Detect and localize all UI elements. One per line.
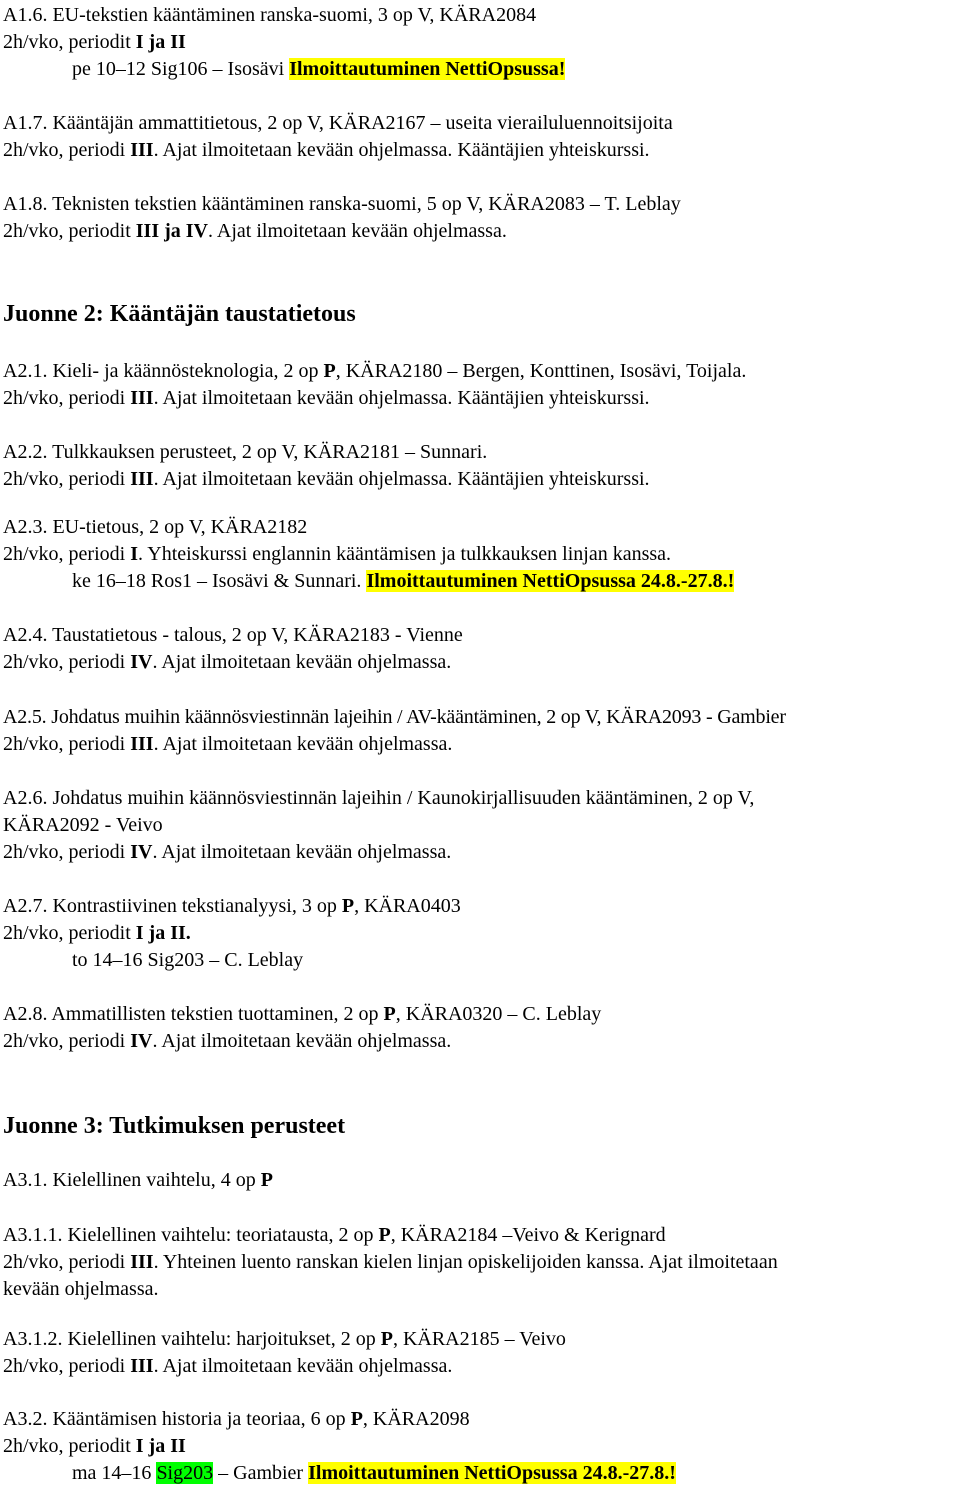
course-schedule bbox=[3, 839, 451, 866]
section-heading-text: Juonne 2: Kääntäjän taustatietous bbox=[3, 301, 356, 327]
registration-highlight: Ilmoittautuminen NettiOpsussa 24.8.-27.8.! bbox=[308, 1462, 676, 1484]
course-title bbox=[3, 1406, 470, 1433]
schedule-text: 2h/vko, periodi bbox=[3, 651, 131, 673]
schedule-note: . Ajat ilmoitetaan kevään ohjelmassa. bbox=[152, 841, 452, 863]
course-type-label: P bbox=[260, 1169, 273, 1191]
course-schedule bbox=[3, 1353, 452, 1380]
period-label: I bbox=[130, 543, 139, 565]
schedule-text: 2h/vko, periodi bbox=[3, 841, 131, 863]
course-title-text: A2.8. Ammatillisten tekstien tuottaminen, 2 op bbox=[3, 1003, 384, 1025]
course-title-rest: , KÄRA2180 – Bergen, Konttinen, Isosävi, Toijala. bbox=[335, 360, 747, 382]
period-label: III bbox=[130, 468, 154, 490]
registration-highlight: Ilmoittautuminen NettiOpsussa! bbox=[289, 58, 566, 80]
course-title bbox=[3, 1222, 666, 1249]
period-label: I ja II. bbox=[135, 922, 191, 944]
schedule-text: 2h/vko, periodit bbox=[3, 922, 136, 944]
period-label: IV bbox=[130, 651, 153, 673]
course-schedule bbox=[3, 218, 507, 245]
schedule-text: 2h/vko, periodi bbox=[3, 733, 131, 755]
course-schedule bbox=[3, 920, 191, 947]
course-type-label: P bbox=[350, 1408, 363, 1430]
course-title-continued bbox=[3, 812, 163, 839]
schedule-note: . Ajat ilmoitetaan kevään ohjelmassa. Kääntäjien yhteiskurssi. bbox=[153, 468, 650, 490]
period-label: III ja IV bbox=[135, 220, 209, 242]
schedule-note: . Ajat ilmoitetaan kevään ohjelmassa. bbox=[153, 1355, 453, 1377]
period-label: III bbox=[130, 1355, 154, 1377]
course-schedule bbox=[3, 1028, 451, 1055]
course-title bbox=[3, 785, 754, 812]
course-time bbox=[72, 568, 734, 595]
period-label: IV bbox=[130, 841, 153, 863]
registration-highlight: Ilmoittautuminen NettiOpsussa 24.8.-27.8.! bbox=[366, 570, 735, 592]
schedule-text: 2h/vko, periodi bbox=[3, 139, 131, 161]
period-label: I ja II bbox=[135, 1435, 186, 1457]
course-type-label: P bbox=[383, 1003, 396, 1025]
room-highlight: Sig203 bbox=[156, 1462, 214, 1484]
course-type-label: P bbox=[378, 1224, 391, 1246]
course-schedule bbox=[3, 1249, 778, 1276]
course-title-text: A3.1. Kielellinen vaihtelu, 4 op bbox=[3, 1169, 261, 1191]
period-label: I ja II bbox=[135, 31, 186, 53]
section-heading bbox=[3, 299, 356, 329]
course-title-text: A2.5. Johdatus muihin käännösviestinnän lajeihin / AV-kääntäminen, 2 op V, KÄRA2093 - Gambier bbox=[3, 706, 786, 728]
course-title-text: A1.6. EU-tekstien kääntäminen ranska-suomi, 3 op V, KÄRA2084 bbox=[3, 4, 537, 26]
course-title bbox=[3, 514, 307, 541]
course-schedule bbox=[3, 385, 650, 412]
schedule-note: . Yhteiskurssi englannin kääntämisen ja tulkkauksen linjan kanssa. bbox=[138, 543, 672, 565]
course-title-rest: , KÄRA2098 bbox=[362, 1408, 470, 1430]
course-title-text: A1.7. Kääntäjän ammattitietous, 2 op V, KÄRA2167 – useita vierailuluennoitsijoita bbox=[3, 112, 673, 134]
course-schedule bbox=[3, 1433, 186, 1460]
period-label: III bbox=[130, 1251, 154, 1273]
schedule-note: . Ajat ilmoitetaan kevään ohjelmassa. bbox=[153, 733, 453, 755]
course-title-rest: , KÄRA0320 – C. Leblay bbox=[395, 1003, 602, 1025]
course-title-text: A3.1.1. Kielellinen vaihtelu: teoriatausta, 2 op bbox=[3, 1224, 379, 1246]
course-schedule bbox=[3, 541, 671, 568]
schedule-text: 2h/vko, periodi bbox=[3, 1030, 131, 1052]
course-schedule-continued bbox=[3, 1276, 159, 1303]
schedule-text: 2h/vko, periodi bbox=[3, 543, 131, 565]
course-title-text: A2.3. EU-tietous, 2 op V, KÄRA2182 bbox=[3, 516, 308, 538]
period-label: III bbox=[130, 387, 154, 409]
time-text: ma 14–16 bbox=[72, 1462, 157, 1484]
period-label: III bbox=[130, 733, 154, 755]
course-title bbox=[3, 1326, 566, 1353]
time-text: ke 16–18 Ros1 – Isosävi & Sunnari. bbox=[72, 570, 367, 592]
schedule-note: . Ajat ilmoitetaan kevään ohjelmassa. Kääntäjien yhteiskurssi. bbox=[153, 387, 650, 409]
course-schedule bbox=[3, 649, 451, 676]
course-type-label: P bbox=[380, 1328, 393, 1350]
course-title-text: A1.8. Teknisten tekstien kääntäminen ranska-suomi, 5 op V, KÄRA2083 – T. Leblay bbox=[3, 193, 681, 215]
period-label: IV bbox=[130, 1030, 153, 1052]
course-title-text: A3.2. Kääntämisen historia ja teoriaa, 6 op bbox=[3, 1408, 351, 1430]
schedule-text: 2h/vko, periodi bbox=[3, 1355, 131, 1377]
course-schedule bbox=[3, 137, 650, 164]
schedule-text: 2h/vko, periodit bbox=[3, 1435, 136, 1457]
schedule-note: . Ajat ilmoitetaan kevään ohjelmassa. Kääntäjien yhteiskurssi. bbox=[153, 139, 650, 161]
course-title-text: A2.1. Kieli- ja käännösteknologia, 2 op bbox=[3, 360, 324, 382]
course-schedule bbox=[3, 731, 452, 758]
course-schedule bbox=[3, 466, 650, 493]
teacher-text: – Gambier bbox=[213, 1462, 309, 1484]
course-time bbox=[72, 1460, 676, 1487]
schedule-note: . Ajat ilmoitetaan kevään ohjelmassa. bbox=[152, 1030, 452, 1052]
course-title bbox=[3, 358, 746, 385]
course-title bbox=[3, 1167, 273, 1194]
course-title-text: A3.1.2. Kielellinen vaihtelu: harjoitukset, 2 op bbox=[3, 1328, 381, 1350]
course-code-text: KÄRA2092 - Veivo bbox=[3, 814, 163, 836]
schedule-note: . Ajat ilmoitetaan kevään ohjelmassa. bbox=[152, 651, 452, 673]
course-title-text: A2.2. Tulkkauksen perusteet, 2 op V, KÄRA2181 – Sunnari. bbox=[3, 441, 488, 463]
period-label: III bbox=[130, 139, 154, 161]
course-title bbox=[3, 622, 463, 649]
course-title-rest: , KÄRA2185 – Veivo bbox=[392, 1328, 566, 1350]
course-title-text: A2.4. Taustatietous - talous, 2 op V, KÄRA2183 - Vienne bbox=[3, 624, 463, 646]
schedule-note: . Yhteinen luento ranskan kielen linjan opiskelijoiden kanssa. Ajat ilmoitetaan bbox=[153, 1251, 778, 1273]
course-time bbox=[72, 947, 303, 974]
course-title bbox=[3, 893, 461, 920]
course-title bbox=[3, 1001, 601, 1028]
schedule-text: 2h/vko, periodi bbox=[3, 468, 131, 490]
course-title-rest: , KÄRA0403 bbox=[354, 895, 461, 917]
schedule-text: 2h/vko, periodi bbox=[3, 1251, 131, 1273]
schedule-text: 2h/vko, periodi bbox=[3, 387, 131, 409]
course-title bbox=[3, 439, 487, 466]
schedule-text: 2h/vko, periodit bbox=[3, 31, 136, 53]
course-schedule bbox=[3, 29, 186, 56]
course-type-label: P bbox=[341, 895, 355, 917]
schedule-text: 2h/vko, periodit bbox=[3, 220, 136, 242]
course-title-text: A2.7. Kontrastiivinen tekstianalyysi, 3 op bbox=[3, 895, 342, 917]
course-title bbox=[3, 704, 786, 731]
course-title bbox=[3, 110, 673, 137]
time-text: to 14–16 Sig203 – C. Leblay bbox=[72, 949, 304, 971]
course-title bbox=[3, 2, 536, 29]
section-heading bbox=[3, 1111, 345, 1141]
time-text: pe 10–12 Sig106 – Isosävi bbox=[72, 58, 290, 80]
course-title-rest: , KÄRA2184 –Veivo & Kerignard bbox=[390, 1224, 666, 1246]
course-title-text: A2.6. Johdatus muihin käännösviestinnän lajeihin / Kaunokirjallisuuden kääntäminen, 2 op V, bbox=[3, 787, 755, 809]
schedule-note: kevään ohjelmassa. bbox=[3, 1278, 159, 1300]
schedule-note: . Ajat ilmoitetaan kevään ohjelmassa. bbox=[208, 220, 507, 242]
course-type-label: P bbox=[323, 360, 336, 382]
course-title bbox=[3, 191, 681, 218]
section-heading-text: Juonne 3: Tutkimuksen perusteet bbox=[3, 1113, 346, 1139]
course-time bbox=[72, 56, 565, 83]
